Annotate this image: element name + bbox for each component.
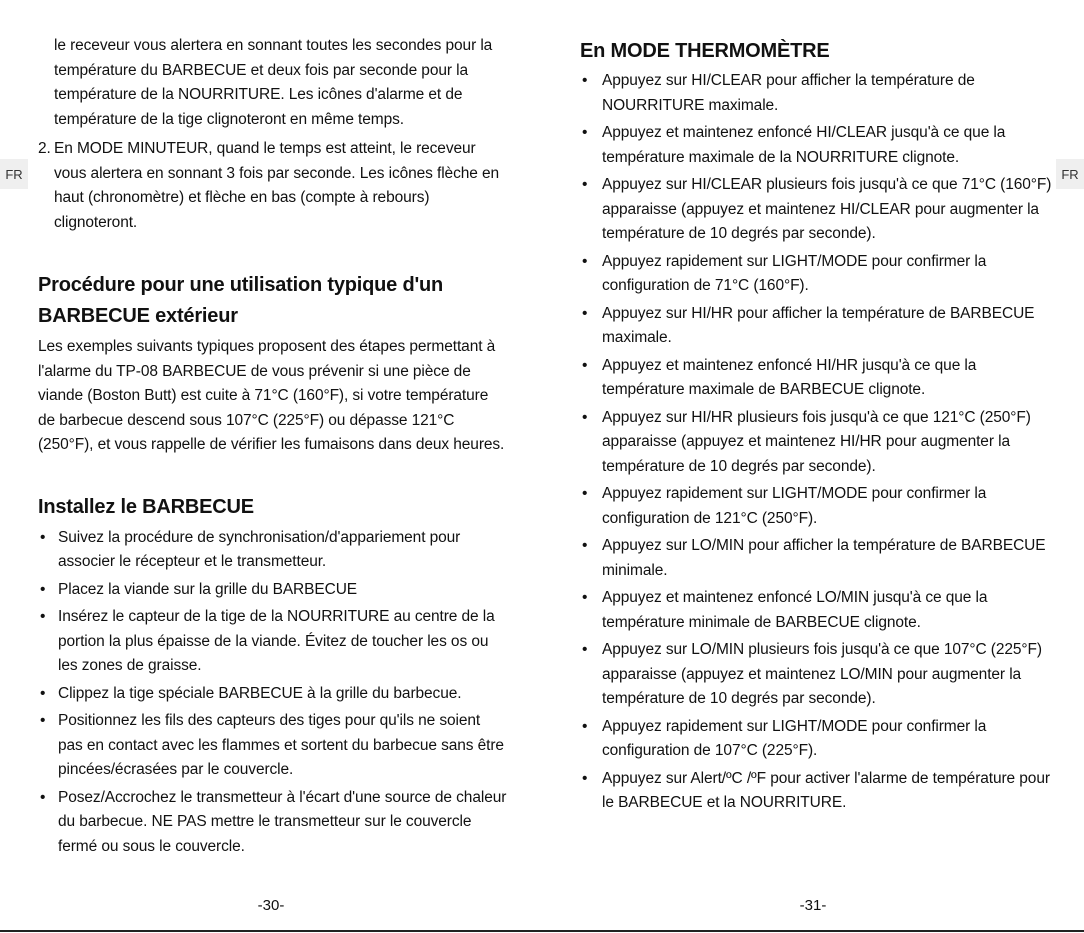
item-number: 2. xyxy=(38,140,51,157)
list-item: • Appuyez sur HI/CLEAR plusieurs fois jusqu'à ce que 71°C (160°F) apparaisse (appuyez et maintenez HI/CLEAR pour augmenter la température de 10 degrés par seconde). xyxy=(580,173,1055,247)
list-item: • Posez/Accrochez le transmetteur à l'écart d'une source de chaleur du barbecue. NE PAS mettre le transmetteur sur le couvercle fermé ou sous le couvercle. xyxy=(38,786,508,860)
list-item: • Appuyez sur HI/HR plusieurs fois jusqu'à ce que 121°C (250°F) apparaisse (appuyez et maintenez HI/HR pour augmenter la température de 10 degrés par seconde). xyxy=(580,406,1055,480)
procedure-heading: Procédure pour une utilisation typique d'un BARBECUE extérieur xyxy=(38,274,444,327)
item-text: En MODE MINUTEUR, quand le temps est atteint, le receveur vous alertera en sonnant 3 fois par seconde. Les icônes flèche en haut (chronomètre) et flèche en bas (compte à rebours) clignoteront. xyxy=(54,140,500,231)
intro-continuation: le receveur vous alertera en sonnant toutes les secondes pour la température du BARBECUE et deux fois par seconde pour la température de la NOURRITURE. Les icônes d'alarme et de température de la tige clignoteront en même temps. xyxy=(54,37,493,128)
right-page xyxy=(542,0,1084,933)
list-item: • Suivez la procédure de synchronisation/d'appariement pour associer le récepteur et le transmetteur. xyxy=(38,526,508,575)
list-item: • Appuyez sur HI/CLEAR pour afficher la température de NOURRITURE maximale. xyxy=(580,69,1055,118)
install-list xyxy=(38,526,508,860)
numbered-item-2 xyxy=(38,137,508,235)
list-item: • Appuyez et maintenez enfoncé HI/HR jusqu'à ce que la température maximale de BARBECUE clignote. xyxy=(580,354,1055,403)
list-item: • Appuyez rapidement sur LIGHT/MODE pour confirmer la configuration de 71°C (160°F). xyxy=(580,250,1055,299)
language-tab-right: FR xyxy=(1056,159,1084,189)
list-item: • Appuyez rapidement sur LIGHT/MODE pour confirmer la configuration de 107°C (225°F). xyxy=(580,715,1055,764)
list-item: • Appuyez sur LO/MIN plusieurs fois jusqu'à ce que 107°C (225°F) apparaisse (appuyez et maintenez LO/MIN pour augmenter la température de 10 degrés par seconde). xyxy=(580,638,1055,712)
list-item: • Insérez le capteur de la tige de la NOURRITURE au centre de la portion la plus épaisse de la viande. Évitez de toucher les os ou les zones de graisse. xyxy=(38,605,508,679)
list-item: • Positionnez les fils des capteurs des tiges pour qu'ils ne soient pas en contact avec les flammes et sortent du barbecue sans être pincées/écrasées par le couvercle. xyxy=(38,709,508,783)
language-tab-left: FR xyxy=(0,159,28,189)
list-item: • Placez la viande sur la grille du BARBECUE xyxy=(38,578,508,603)
list-item: • Appuyez sur Alert/ºC /ºF pour activer l'alarme de température pour le BARBECUE et la NOURRITURE. xyxy=(580,767,1055,816)
thermometer-steps-list xyxy=(580,69,1055,816)
thermometer-mode-heading: En MODE THERMOMÈTRE xyxy=(580,40,830,62)
right-column xyxy=(580,36,1055,819)
install-heading: Installez le BARBECUE xyxy=(38,495,254,518)
page-number-right: -31- xyxy=(799,897,827,914)
page-number-left: -30- xyxy=(257,897,285,914)
procedure-paragraph: Les exemples suivants typiques proposent des étapes permettant à l'alarme du TP-08 BARBECUE de vous prévenir si une pièce de viande (Boston Butt) est cuite à 71°C (160°F), si votre température de barbecue descend sous 107°C (225°F) ou dépasse 121°C (250°F), et vous rappelle de vérifier les fumaisons dans deux heures. xyxy=(38,338,505,453)
list-item: • Appuyez sur LO/MIN pour afficher la température de BARBECUE minimale. xyxy=(580,534,1055,583)
list-item: • Appuyez rapidement sur LIGHT/MODE pour confirmer la configuration de 121°C (250°F). xyxy=(580,482,1055,531)
left-column xyxy=(38,34,508,862)
list-item: • Clippez la tige spéciale BARBECUE à la grille du barbecue. xyxy=(38,682,508,707)
list-item: • Appuyez et maintenez enfoncé LO/MIN jusqu'à ce que la température minimale de BARBECUE clignote. xyxy=(580,586,1055,635)
list-item: • Appuyez et maintenez enfoncé HI/CLEAR jusqu'à ce que la température maximale de la NOURRITURE clignote. xyxy=(580,121,1055,170)
bottom-rule xyxy=(0,930,1084,932)
list-item: • Appuyez sur HI/HR pour afficher la température de BARBECUE maximale. xyxy=(580,302,1055,351)
